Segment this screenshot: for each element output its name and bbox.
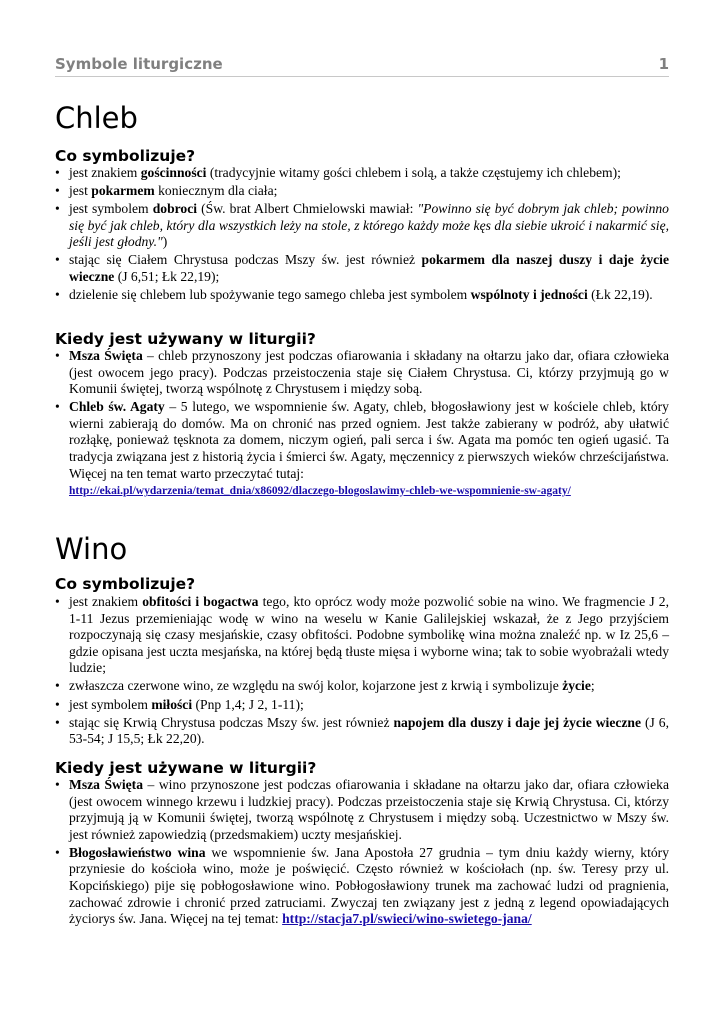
list-item (55, 201, 669, 251)
item-text: stając się Krwią Chrystusa podczas Mszy św. jest również (69, 714, 394, 730)
item-text: jest znakiem (69, 594, 143, 609)
wino-symbolizes-heading: Co symbolizuje? (55, 575, 196, 593)
wino-article-link[interactable]: http://stacja7.pl/swieci/wino-swietego-jana/ (282, 911, 532, 927)
item-text: zwłaszcza czerwone wino, ze względu na swój kolor, kojarzone jest z krwią i symbolizuje (69, 678, 563, 694)
bullet: • (55, 183, 60, 199)
item-bold: napojem dla duszy i daje jej życie wieczne (393, 714, 642, 730)
item-bold: Msza Święta (69, 348, 143, 363)
item-bold: Msza Święta (69, 777, 143, 792)
item-text: stając się Ciałem Chrystusa podczas Mszy św. jest również (69, 252, 422, 268)
wino-usage-list (55, 777, 669, 929)
chleb-usage-heading: Kiedy jest używany w liturgii? (55, 330, 316, 348)
item-text: ; (590, 678, 595, 694)
item-text: (J 6,51; Łk 22,19); (114, 269, 220, 285)
item-bold: Błogosławieństwo wina (69, 844, 206, 860)
item-bold: gościnności (140, 165, 207, 180)
bullet: • (55, 165, 60, 180)
section-heading-chleb: Chleb (55, 101, 138, 135)
item-text: jest (69, 183, 92, 199)
section-heading-wino: Wino (55, 532, 128, 566)
chleb-symbolizes-heading: Co symbolizuje? (55, 147, 196, 165)
bullet: • (55, 678, 60, 694)
quote-italic: "Powinno się być dobrym jak chleb; powinno się być jak chleb, który dla wszystkich leży na stole, z którego każdy może kęs dla siebie ukroić i nakarmić się, jeśli jest głodny." (69, 201, 669, 250)
bullet: • (55, 348, 60, 363)
item-text: we wspomnienie św. Jana Apostoła 27 grudnia – tym dniu każdy wierny, który przyniesie do kościoła wino, może je poświęcić. Często również w kościołach (np. św. Teresy przy ul. Kopcińskiego) pije się pobłogosławione wino. Pobłogosławiony trunek ma zachować ludzi od pragnienia, zachować zdrowie i chronić przed zatruciami. Zwyczaj ten związany jest z jedną z legend opowiadających życiorys św. Jana. Więcej na tej temat: (69, 844, 669, 927)
item-bold: życie (562, 678, 591, 694)
agata-article-link[interactable]: http://ekai.pl/wydarzenia/temat_dnia/x86092/dlaczego-blogoslawimy-chleb-we-wspomnienie-sw-agaty/ (69, 485, 571, 498)
item-bold: obfitości i bogactwa (142, 594, 259, 609)
chleb-symbolizes-list (55, 165, 669, 305)
item-bold: miłości (151, 696, 193, 712)
item-text: – 5 lutego, we wspomnienie św. Agaty, chleb, błogosławiony jest w kościele chleb, który wierni zabierają do domów. Ma on chronić nas przed ogniem. Jest także zabierany w podróż, aby ułatwić rozłąkę, ponieważ tęsknota za domem, niczym ogień, pali serca i św. Agata ma pomóc ten ogień ugasić. Ta tradycja związana jest z historią życia i śmierci św. Agaty, męczennicy z pierwszych wieków chrześcijaństwa. Więcej na ten temat warto przeczytać tutaj: (69, 399, 669, 481)
wino-usage-heading: Kiedy jest używane w liturgii? (55, 759, 317, 777)
list-item (55, 845, 669, 928)
page-number: 1 (658, 55, 669, 73)
bullet: • (55, 696, 60, 712)
item-text: ) (162, 234, 168, 250)
item-text: (J 6, 53-54; J 15,5; Łk 22,20). (69, 714, 669, 747)
item-bold: pokarmem (91, 183, 155, 199)
item-text: (Św. brat Albert Chmielowski mawiał: (197, 201, 418, 217)
item-text: jest znakiem (69, 165, 141, 180)
bullet: • (55, 399, 60, 415)
item-text: tego, kto oprócz wody może pozwolić sobie na wino. We fragmencie J 2, 1-11 Jezus przemieniając wodę w wino na weselu w Kanie Galilejskiej wskazał, że z Jego przyjściem rozpoczynają się czasy mesjańskie, czasy obfitości. Podobne symbolikę wina można znaleźć np. w Iz 25,6 – gdzie opisana jest uczta mesjańska, na której będą tłuste mięsa i wyborne wina; tak to sobie wyobrażali wtedy ludzie; (69, 594, 669, 676)
item-bold: pokarmem dla naszej duszy i daje życie wieczne (69, 252, 669, 285)
item-text: koniecznym dla ciała; (154, 183, 278, 199)
list-item (55, 594, 669, 677)
page-header (55, 54, 669, 77)
bullet: • (55, 777, 60, 792)
item-bold: Chleb św. Agaty (69, 399, 165, 415)
item-text: – chleb przynoszony jest podczas ofiarowania i składany na ołtarzu jako dar, ofiara człowieka (jest owocem jego pracy). Podczas przeistoczenia staje się Ciałem Chrystusa. Ci, którzy przyjmują go w Komunii świętej, tworzą wspólnotę z Chrystusem i między sobą. (69, 348, 669, 397)
item-text: (Łk 22,19). (587, 287, 653, 303)
item-text: (tradycyjnie witamy gości chlebem i solą, a także częstujemy ich chlebem); (206, 165, 621, 180)
item-bold: dobroci (152, 201, 198, 217)
bullet: • (55, 287, 60, 303)
bullet: • (55, 252, 60, 268)
bullet: • (55, 714, 60, 730)
bullet: • (55, 844, 60, 860)
header-title: Symbole liturgiczne (55, 55, 223, 73)
list-item (55, 348, 669, 398)
item-text: (Pnp 1,4; J 2, 1-11); (192, 696, 304, 712)
list-item (55, 183, 669, 200)
list-item (55, 678, 669, 695)
list-item (55, 399, 669, 500)
wino-symbolizes-list (55, 594, 669, 749)
item-text: – wino przynoszone jest podczas ofiarowania i składane na ołtarzu jako dar, ofiara człowieka (jest owocem winnego krzewu i ludzkiej pracy). Podczas przeistoczenia staje się Krwią Chrystusa. Ci, którzy przyjmują ją w Komunii świętej, tworzą wspólnotę z Chrystusem i między sobą. Uczestnictwo w Mszy św. jest również zapowiedzią (przedsmakiem) uczty mesjańskiej. (69, 777, 669, 842)
item-text: jest symbolem (69, 201, 153, 217)
chleb-usage-list (55, 348, 669, 501)
list-item (55, 715, 669, 748)
list-item (55, 777, 669, 843)
list-item (55, 252, 669, 285)
bullet: • (55, 201, 60, 217)
item-bold: wspólnoty i jedności (470, 287, 588, 303)
bullet: • (55, 594, 60, 609)
list-item (55, 697, 669, 714)
item-text: jest symbolem (69, 696, 152, 712)
list-item (55, 165, 669, 182)
list-item (55, 287, 669, 304)
item-text: dzielenie się chlebem lub spożywanie tego samego chleba jest symbolem (69, 287, 471, 303)
